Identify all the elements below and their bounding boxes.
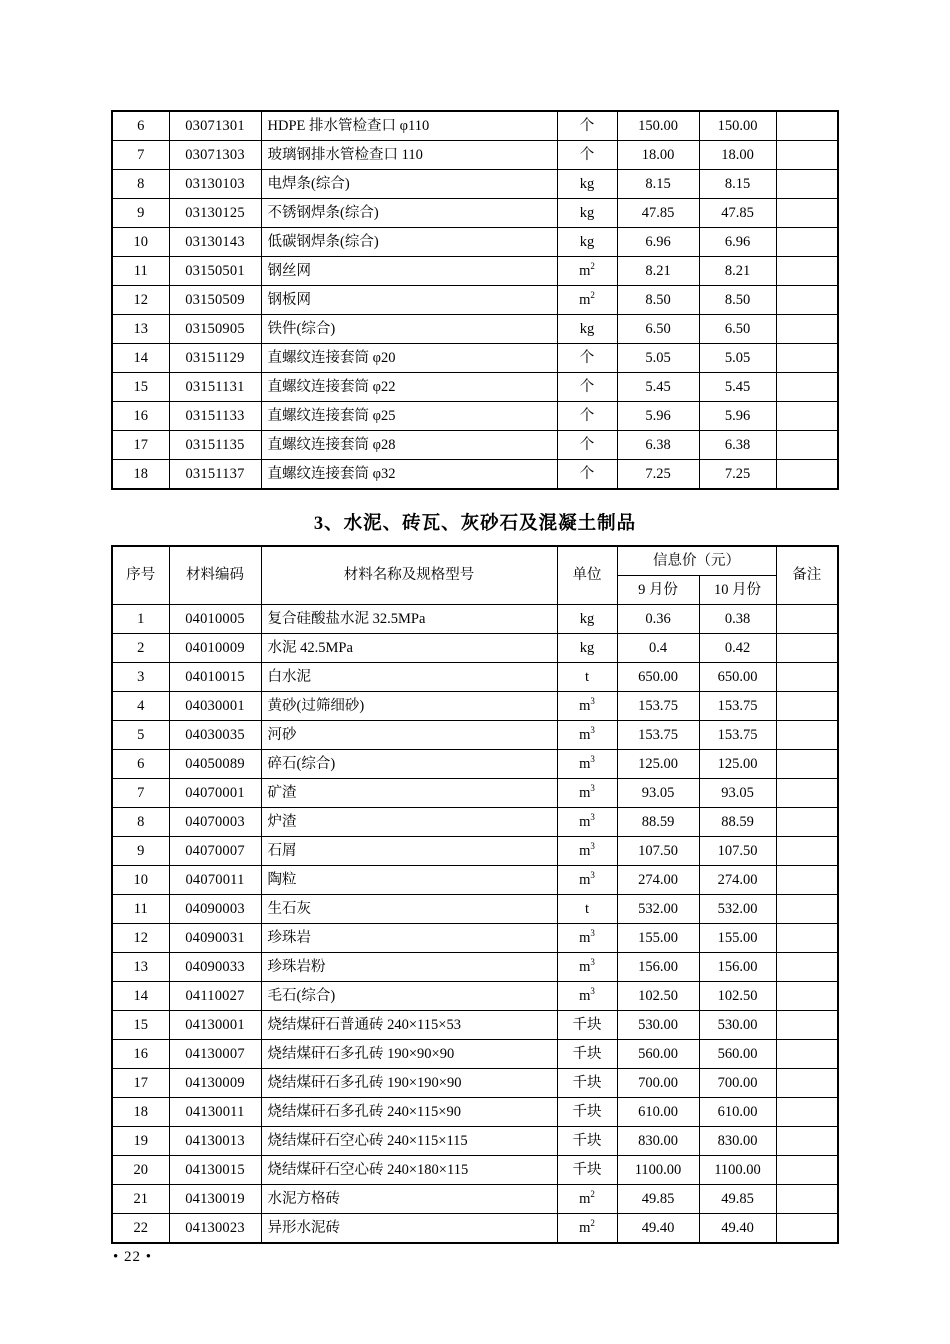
material-code: 03150501 (169, 257, 261, 286)
price-month-2: 125.00 (699, 750, 776, 779)
header-col-code: 材料编码 (169, 546, 261, 605)
material-name: 直螺纹连接套筒 φ22 (261, 373, 557, 402)
remark (776, 895, 838, 924)
table-row (112, 663, 838, 692)
table-row (112, 286, 838, 315)
price-month-1: 830.00 (617, 1127, 699, 1156)
row-index: 6 (112, 750, 169, 779)
material-code: 04070011 (169, 866, 261, 895)
row-index: 18 (112, 460, 169, 490)
table-2-body (112, 605, 838, 1244)
material-name: 烧结煤矸石多孔砖 190×90×90 (261, 1040, 557, 1069)
remark (776, 982, 838, 1011)
material-code: 04130007 (169, 1040, 261, 1069)
price-month-1: 18.00 (617, 141, 699, 170)
price-month-2: 1100.00 (699, 1156, 776, 1185)
material-code: 04090033 (169, 953, 261, 982)
material-unit: $m^3$ (557, 953, 617, 982)
price-month-2: 532.00 (699, 895, 776, 924)
material-unit: t (557, 663, 617, 692)
material-name: 直螺纹连接套筒 φ32 (261, 460, 557, 490)
material-code: 04070007 (169, 837, 261, 866)
material-code: 03151137 (169, 460, 261, 490)
row-index: 7 (112, 141, 169, 170)
table-row (112, 634, 838, 663)
remark (776, 1214, 838, 1244)
price-month-1: 88.59 (617, 808, 699, 837)
material-name: 钢板网 (261, 286, 557, 315)
material-code: 03151129 (169, 344, 261, 373)
material-unit: kg (557, 605, 617, 634)
material-price-table-2-wrapper (0, 545, 950, 1244)
material-name: 烧结煤矸石空心砖 240×180×115 (261, 1156, 557, 1185)
price-month-1: 47.85 (617, 199, 699, 228)
material-code: 03150509 (169, 286, 261, 315)
remark (776, 1185, 838, 1214)
row-index: 21 (112, 1185, 169, 1214)
material-code: 03151135 (169, 431, 261, 460)
price-month-1: 8.15 (617, 170, 699, 199)
table-row (112, 170, 838, 199)
table-row (112, 1127, 838, 1156)
price-month-2: 47.85 (699, 199, 776, 228)
price-month-1: 93.05 (617, 779, 699, 808)
table-row (112, 111, 838, 141)
material-code: 04030035 (169, 721, 261, 750)
price-month-2: 0.42 (699, 634, 776, 663)
material-code: 04130013 (169, 1127, 261, 1156)
price-month-1: 150.00 (617, 111, 699, 141)
material-unit: $m^2$ (557, 1214, 617, 1244)
price-month-1: 156.00 (617, 953, 699, 982)
table-row (112, 1156, 838, 1185)
price-month-2: 18.00 (699, 141, 776, 170)
price-month-1: 153.75 (617, 692, 699, 721)
material-code: 04090003 (169, 895, 261, 924)
remark (776, 141, 838, 170)
price-month-1: 530.00 (617, 1011, 699, 1040)
material-unit: 个 (557, 141, 617, 170)
material-name: 毛石(综合) (261, 982, 557, 1011)
material-code: 04130009 (169, 1069, 261, 1098)
remark (776, 286, 838, 315)
table-row (112, 924, 838, 953)
material-name: 烧结煤矸石普通砖 240×115×53 (261, 1011, 557, 1040)
price-month-2: 107.50 (699, 837, 776, 866)
material-unit: $m^3$ (557, 866, 617, 895)
row-index: 14 (112, 982, 169, 1011)
price-month-2: 49.85 (699, 1185, 776, 1214)
material-name: 水泥 42.5MPa (261, 634, 557, 663)
material-code: 04010015 (169, 663, 261, 692)
remark (776, 634, 838, 663)
material-unit: 千块 (557, 1098, 617, 1127)
material-name: 珍珠岩 (261, 924, 557, 953)
material-name: 矿渣 (261, 779, 557, 808)
price-month-1: 0.36 (617, 605, 699, 634)
remark (776, 315, 838, 344)
price-month-1: 5.96 (617, 402, 699, 431)
price-month-1: 650.00 (617, 663, 699, 692)
material-name: 陶粒 (261, 866, 557, 895)
material-unit: kg (557, 228, 617, 257)
price-month-2: 8.15 (699, 170, 776, 199)
price-month-1: 610.00 (617, 1098, 699, 1127)
material-unit: $m^3$ (557, 837, 617, 866)
material-name: 白水泥 (261, 663, 557, 692)
table-row (112, 257, 838, 286)
price-month-1: 153.75 (617, 721, 699, 750)
material-code: 04070001 (169, 779, 261, 808)
row-index: 18 (112, 1098, 169, 1127)
price-month-1: 700.00 (617, 1069, 699, 1098)
price-month-2: 5.45 (699, 373, 776, 402)
material-unit: $m^3$ (557, 750, 617, 779)
material-code: 03071301 (169, 111, 261, 141)
row-index: 7 (112, 779, 169, 808)
row-index: 13 (112, 953, 169, 982)
material-code: 03151131 (169, 373, 261, 402)
table-row (112, 228, 838, 257)
table-row (112, 1011, 838, 1040)
price-month-1: 532.00 (617, 895, 699, 924)
price-month-2: 102.50 (699, 982, 776, 1011)
remark (776, 1040, 838, 1069)
price-month-1: 274.00 (617, 866, 699, 895)
remark (776, 170, 838, 199)
remark (776, 750, 838, 779)
material-code: 04130001 (169, 1011, 261, 1040)
price-month-2: 5.96 (699, 402, 776, 431)
material-code: 04010005 (169, 605, 261, 634)
table-row (112, 1069, 838, 1098)
material-name: 炉渣 (261, 808, 557, 837)
remark (776, 808, 838, 837)
material-unit: 个 (557, 460, 617, 490)
price-month-2: 530.00 (699, 1011, 776, 1040)
row-index: 10 (112, 866, 169, 895)
price-month-1: 6.38 (617, 431, 699, 460)
remark (776, 344, 838, 373)
row-index: 20 (112, 1156, 169, 1185)
material-unit: 千块 (557, 1011, 617, 1040)
header-row-top (112, 546, 838, 576)
material-name: 碎石(综合) (261, 750, 557, 779)
material-unit: $m^3$ (557, 692, 617, 721)
remark (776, 1127, 838, 1156)
material-code: 03071303 (169, 141, 261, 170)
table-row (112, 895, 838, 924)
price-month-1: 8.50 (617, 286, 699, 315)
material-name: 烧结煤矸石空心砖 240×115×115 (261, 1127, 557, 1156)
table-row (112, 750, 838, 779)
row-index: 16 (112, 402, 169, 431)
price-month-2: 560.00 (699, 1040, 776, 1069)
material-price-table-1-wrapper (0, 110, 950, 490)
row-index: 13 (112, 315, 169, 344)
price-month-1: 49.85 (617, 1185, 699, 1214)
material-name: 铁件(综合) (261, 315, 557, 344)
remark (776, 431, 838, 460)
remark (776, 663, 838, 692)
material-name: 珍珠岩粉 (261, 953, 557, 982)
header-col-price-month-1: 9 月份 (617, 576, 699, 605)
material-code: 04050089 (169, 750, 261, 779)
row-index: 14 (112, 344, 169, 373)
material-name: 钢丝网 (261, 257, 557, 286)
remark (776, 402, 838, 431)
table-row (112, 692, 838, 721)
price-month-1: 102.50 (617, 982, 699, 1011)
price-month-2: 8.50 (699, 286, 776, 315)
material-code: 04130015 (169, 1156, 261, 1185)
material-unit: $m^3$ (557, 779, 617, 808)
row-index: 17 (112, 431, 169, 460)
table-row (112, 315, 838, 344)
table-row (112, 402, 838, 431)
price-month-1: 6.96 (617, 228, 699, 257)
table-row (112, 866, 838, 895)
material-unit: $m^2$ (557, 257, 617, 286)
remark (776, 199, 838, 228)
material-name: 直螺纹连接套筒 φ25 (261, 402, 557, 431)
row-index: 19 (112, 1127, 169, 1156)
price-month-2: 93.05 (699, 779, 776, 808)
material-unit: kg (557, 199, 617, 228)
table-row (112, 344, 838, 373)
remark (776, 460, 838, 490)
material-price-table-2 (111, 545, 839, 1244)
header-col-note: 备注 (776, 546, 838, 605)
material-unit: 个 (557, 373, 617, 402)
material-code: 04130011 (169, 1098, 261, 1127)
price-month-1: 49.40 (617, 1214, 699, 1244)
header-col-unit: 单位 (557, 546, 617, 605)
material-unit: $m^2$ (557, 286, 617, 315)
header-col-price-group: 信息价（元） (617, 546, 776, 576)
header-col-name: 材料名称及规格型号 (261, 546, 557, 605)
price-month-2: 6.50 (699, 315, 776, 344)
remark (776, 692, 838, 721)
price-month-2: 6.96 (699, 228, 776, 257)
material-unit: kg (557, 634, 617, 663)
material-unit: 个 (557, 344, 617, 373)
material-code: 04010009 (169, 634, 261, 663)
table-row (112, 808, 838, 837)
material-name: 复合硅酸盐水泥 32.5MPa (261, 605, 557, 634)
table-row (112, 199, 838, 228)
material-code: 03151133 (169, 402, 261, 431)
table-row (112, 605, 838, 634)
material-unit: 千块 (557, 1069, 617, 1098)
material-code: 04110027 (169, 982, 261, 1011)
row-index: 17 (112, 1069, 169, 1098)
material-code: 03130143 (169, 228, 261, 257)
price-month-2: 7.25 (699, 460, 776, 490)
material-unit: kg (557, 170, 617, 199)
material-unit: 个 (557, 402, 617, 431)
price-month-1: 125.00 (617, 750, 699, 779)
remark (776, 228, 838, 257)
material-price-table-1 (111, 110, 839, 490)
row-index: 11 (112, 895, 169, 924)
remark (776, 953, 838, 982)
price-month-2: 274.00 (699, 866, 776, 895)
table-row (112, 982, 838, 1011)
row-index: 5 (112, 721, 169, 750)
row-index: 8 (112, 170, 169, 199)
price-month-2: 700.00 (699, 1069, 776, 1098)
table-row (112, 431, 838, 460)
price-month-1: 5.05 (617, 344, 699, 373)
header-col-price-month-2: 10 月份 (699, 576, 776, 605)
price-month-1: 155.00 (617, 924, 699, 953)
material-unit: 个 (557, 111, 617, 141)
material-unit: $m^3$ (557, 982, 617, 1011)
row-index: 9 (112, 837, 169, 866)
material-unit: 千块 (557, 1040, 617, 1069)
table-row (112, 721, 838, 750)
remark (776, 924, 838, 953)
row-index: 12 (112, 924, 169, 953)
material-unit: $m^3$ (557, 721, 617, 750)
material-name: 河砂 (261, 721, 557, 750)
material-unit: 个 (557, 431, 617, 460)
material-name: 直螺纹连接套筒 φ20 (261, 344, 557, 373)
price-month-1: 8.21 (617, 257, 699, 286)
material-name: HDPE 排水管检查口 φ110 (261, 111, 557, 141)
row-index: 2 (112, 634, 169, 663)
material-name: 低碳钢焊条(综合) (261, 228, 557, 257)
material-unit: $m^3$ (557, 808, 617, 837)
table-row (112, 1040, 838, 1069)
table-row (112, 373, 838, 402)
material-name: 黄砂(过筛细砂) (261, 692, 557, 721)
price-month-2: 650.00 (699, 663, 776, 692)
material-unit: t (557, 895, 617, 924)
price-month-2: 155.00 (699, 924, 776, 953)
remark (776, 1069, 838, 1098)
price-month-2: 150.00 (699, 111, 776, 141)
remark (776, 1011, 838, 1040)
material-unit: 千块 (557, 1127, 617, 1156)
price-month-2: 153.75 (699, 721, 776, 750)
price-month-1: 1100.00 (617, 1156, 699, 1185)
row-index: 10 (112, 228, 169, 257)
remark (776, 866, 838, 895)
price-month-1: 7.25 (617, 460, 699, 490)
table-row (112, 953, 838, 982)
table-row (112, 141, 838, 170)
material-name: 生石灰 (261, 895, 557, 924)
remark (776, 257, 838, 286)
material-code: 04090031 (169, 924, 261, 953)
price-month-2: 153.75 (699, 692, 776, 721)
price-month-2: 156.00 (699, 953, 776, 982)
material-name: 不锈钢焊条(综合) (261, 199, 557, 228)
table-1-body (112, 111, 838, 489)
page-number: • 22 • (113, 1249, 153, 1265)
row-index: 22 (112, 1214, 169, 1244)
material-code: 04070003 (169, 808, 261, 837)
price-month-2: 0.38 (699, 605, 776, 634)
price-month-2: 5.05 (699, 344, 776, 373)
price-month-2: 49.40 (699, 1214, 776, 1244)
material-name: 异形水泥砖 (261, 1214, 557, 1244)
header-col-no: 序号 (112, 546, 169, 605)
price-month-1: 6.50 (617, 315, 699, 344)
row-index: 4 (112, 692, 169, 721)
price-month-2: 8.21 (699, 257, 776, 286)
material-unit: $m^2$ (557, 1185, 617, 1214)
table-row (112, 460, 838, 490)
material-name: 直螺纹连接套筒 φ28 (261, 431, 557, 460)
price-month-2: 610.00 (699, 1098, 776, 1127)
remark (776, 779, 838, 808)
table-row (112, 1098, 838, 1127)
material-unit: $m^3$ (557, 924, 617, 953)
table-row (112, 837, 838, 866)
row-index: 15 (112, 373, 169, 402)
price-month-1: 5.45 (617, 373, 699, 402)
row-index: 6 (112, 111, 169, 141)
remark (776, 605, 838, 634)
remark (776, 837, 838, 866)
material-name: 烧结煤矸石多孔砖 240×115×90 (261, 1098, 557, 1127)
material-unit: 千块 (557, 1156, 617, 1185)
material-code: 03130103 (169, 170, 261, 199)
material-name: 电焊条(综合) (261, 170, 557, 199)
material-name: 玻璃钢排水管检查口 110 (261, 141, 557, 170)
material-code: 04030001 (169, 692, 261, 721)
price-month-2: 88.59 (699, 808, 776, 837)
row-index: 11 (112, 257, 169, 286)
price-month-1: 560.00 (617, 1040, 699, 1069)
remark (776, 111, 838, 141)
material-name: 水泥方格砖 (261, 1185, 557, 1214)
material-name: 烧结煤矸石多孔砖 190×190×90 (261, 1069, 557, 1098)
table-row (112, 1185, 838, 1214)
section-title-wrapper (0, 509, 950, 535)
row-index: 3 (112, 663, 169, 692)
remark (776, 373, 838, 402)
row-index: 9 (112, 199, 169, 228)
material-unit: kg (557, 315, 617, 344)
material-name: 石屑 (261, 837, 557, 866)
section-title: 3、水泥、砖瓦、灰砂石及混凝土制品 (313, 514, 637, 534)
material-code: 03150905 (169, 315, 261, 344)
material-code: 04130019 (169, 1185, 261, 1214)
table-2-header (112, 546, 838, 605)
row-index: 1 (112, 605, 169, 634)
row-index: 12 (112, 286, 169, 315)
row-index: 8 (112, 808, 169, 837)
price-month-2: 6.38 (699, 431, 776, 460)
price-month-1: 107.50 (617, 837, 699, 866)
remark (776, 1098, 838, 1127)
table-row (112, 1214, 838, 1244)
remark (776, 1156, 838, 1185)
price-month-2: 830.00 (699, 1127, 776, 1156)
remark (776, 721, 838, 750)
material-code: 04130023 (169, 1214, 261, 1244)
price-month-1: 0.4 (617, 634, 699, 663)
table-row (112, 779, 838, 808)
material-code: 03130125 (169, 199, 261, 228)
row-index: 16 (112, 1040, 169, 1069)
row-index: 15 (112, 1011, 169, 1040)
